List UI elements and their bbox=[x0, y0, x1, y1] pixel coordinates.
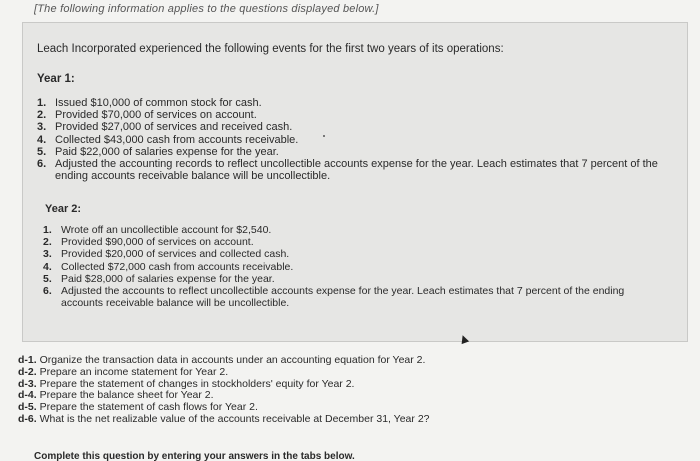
year1-list bbox=[37, 97, 677, 182]
problem-panel bbox=[22, 22, 688, 342]
tabs-instruction: Complete this question by entering your answers in the tabs below. bbox=[34, 451, 355, 461]
list-item: 1. Wrote off an uncollectible account for $2,540. bbox=[43, 224, 272, 236]
requirement-item: d-4. Prepare the balance sheet for Year 2. bbox=[18, 389, 214, 402]
list-item: 4. Collected $43,000 cash from accounts receivable. bbox=[37, 133, 299, 146]
list-item: 3. Provided $27,000 of services and received cash. bbox=[37, 121, 293, 134]
list-item: 2. Provided $90,000 of services on account. bbox=[43, 236, 254, 249]
requirement-item: d-6. What is the net realizable value of the accounts receivable at December 31, Year 2? bbox=[18, 412, 430, 425]
instructions-header: [The following information applies to the questions displayed below.] bbox=[34, 4, 379, 15]
requirement-item: d-2. Prepare an income statement for Year 2. bbox=[18, 365, 229, 378]
requirement-item: d-1. Organize the transaction data in accounts under an accounting equation for Year 2. bbox=[18, 354, 426, 366]
mouse-cursor-icon bbox=[459, 334, 469, 344]
list-item: 5. Paid $28,000 of salaries expense for the year. bbox=[43, 272, 275, 285]
list-item: 2. Provided $70,000 of services on account. bbox=[37, 109, 257, 122]
list-item: 1. Issued $10,000 of common stock for cash. bbox=[37, 97, 262, 109]
year1-title: Year 1: bbox=[37, 73, 75, 85]
list-item: 5. Paid $22,000 of salaries expense for the year. bbox=[37, 145, 279, 158]
stray-dot bbox=[323, 135, 325, 137]
year2-list bbox=[43, 224, 663, 309]
list-item: 3. Provided $20,000 of services and collected cash. bbox=[43, 248, 290, 261]
year2-title: Year 2: bbox=[45, 203, 82, 215]
intro-text: Leach Incorporated experienced the following events for the first two years of its operations: bbox=[37, 43, 504, 55]
list-item: 4. Collected $72,000 cash from accounts receivable. bbox=[43, 260, 294, 273]
list-item: 6. Adjusted the accounts to reflect uncollectible accounts expense for the year. Leach estimates that 7 percent of the ending accounts receivable balance will be uncollectible. bbox=[43, 285, 625, 310]
requirements-list bbox=[18, 355, 430, 426]
list-item: 6. Adjusted the accounting records to reflect uncollectible accounts expense for the year. Leach estimates that 7 percent of the ending accounts receivable balance will be uncollectible. bbox=[37, 158, 658, 183]
requirement-item: d-3. Prepare the statement of changes in stockholders' equity for Year 2. bbox=[18, 377, 355, 390]
requirement-item: d-5. Prepare the statement of cash flows for Year 2. bbox=[18, 401, 258, 414]
